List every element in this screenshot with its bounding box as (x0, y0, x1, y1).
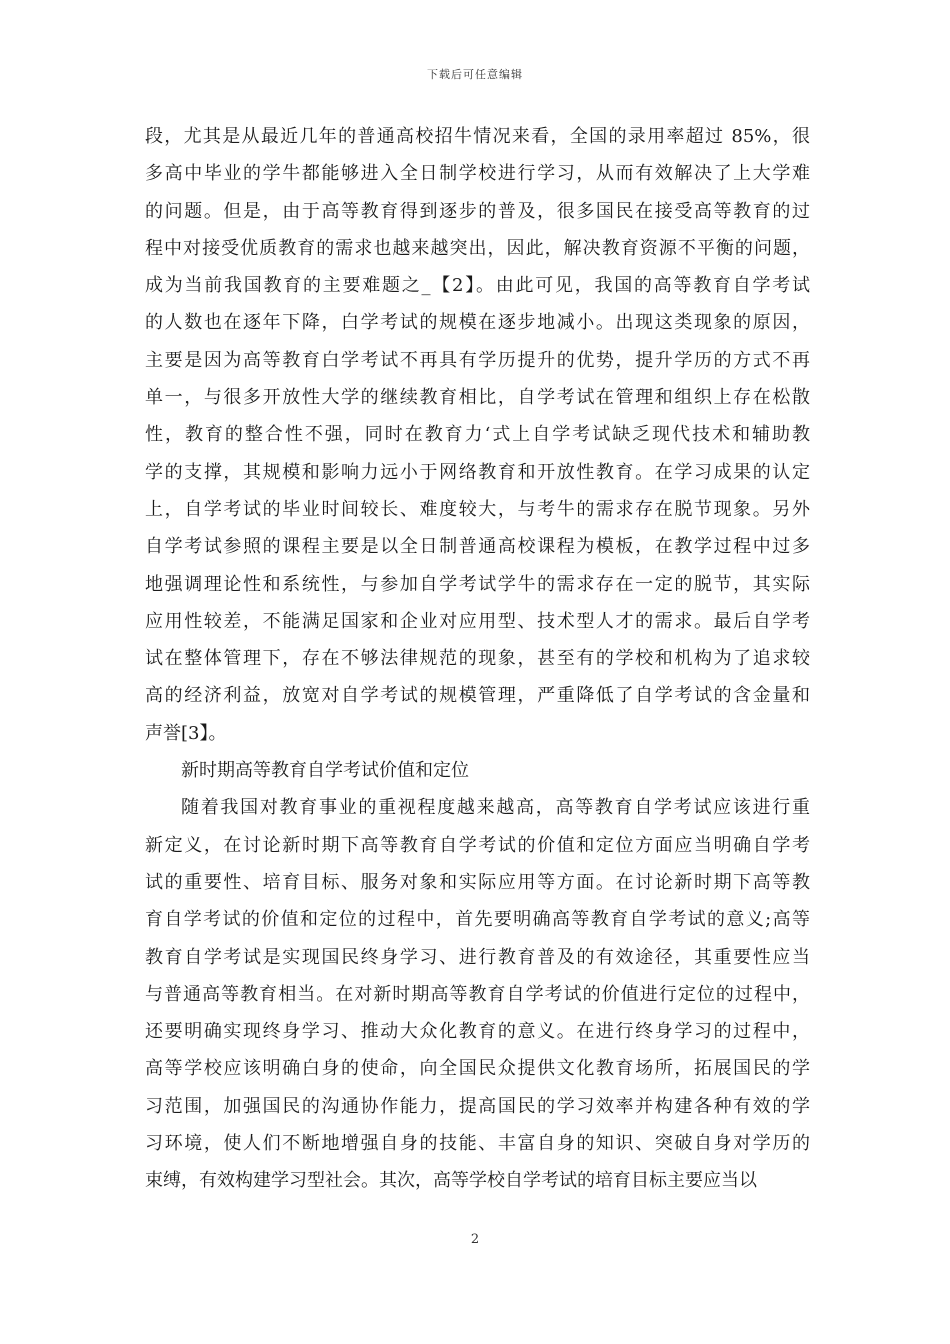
paragraph-2 (145, 789, 810, 1199)
text-line: 成为当前我国教育的主要难题之_【2】。由此可见，我国的高等教育自学考试 (145, 275, 810, 297)
text-line: 的问题。但是，由于高等教育得到逐步的普及，很多国民在接受高等教育的过 (145, 200, 810, 222)
text-line: 主要是因为高等教育白学考试不再具有学历提升的优势，提升学历的方式不再 (145, 349, 810, 371)
text-line: 多高中毕业的学牛都能够进入全日制学校进行学习，从而有效解决了上大学难 (145, 163, 810, 185)
text-line: 随着我国对教育事业的重视程度越来越高，高等教育自学考试应该进行重 (181, 797, 810, 819)
text-line: 新定义，在讨论新时期下高等教育自学考试的价值和定位方面应当明确自学考 (145, 834, 810, 856)
text-line: 单一，与很多开放性大学的继续教育相比，自学考试在管理和组织上存在松散 (145, 387, 810, 409)
text-line: 习范围，加强国民的沟通协作能力，提高国民的学习效率并构建各种有效的学 (145, 1095, 810, 1117)
text-line: 试的重要性、培育目标、服务对象和实际应用等方面。在讨论新时期下高等教 (145, 871, 810, 893)
text-line: 应用性较差，不能满足国家和企业对应用型、技术型人才的需求。最后自学考 (145, 610, 810, 632)
text-line: 试在整体管理下，存在不够法律规范的现象，甚至有的学校和机构为了追求较 (145, 648, 810, 670)
text-line: 上，自学考试的毕业时间较长、难度较大，与考牛的需求存在脱节现象。另外 (145, 498, 810, 520)
text-line: 性，教育的整合性不强，同时在教育力‘式上自学考试缺乏现代技术和辅助教 (145, 424, 810, 446)
text-line: 高的经济利益，放宽对自学考试的规模管理，严重降低了自学考试的含金量和 (145, 685, 810, 707)
page-header: 下载后可任意编辑 (427, 68, 523, 81)
heading-text: 新时期高等教育自学考试价值和定位 (181, 760, 469, 782)
text-line: 程中对接受优质教育的需求也越来越突出，因此，解决教育资源不平衡的问题， (145, 237, 810, 259)
text-line: 的人数也在逐年下降，白学考试的规模在逐步地减小。出现这类现象的原因， (145, 312, 810, 334)
text-line: 学的支撑，其规模和影响力远小于网络教育和开放性教育。在学习成果的认定 (145, 461, 810, 483)
page-number: 2 (470, 1232, 480, 1247)
text-line: 习环境，使人们不断地增强自身的技能、丰富自身的知识、突破自身对学历的 (145, 1133, 810, 1155)
text-line: 自学考试参照的课程主要是以全日制普通高校课程为模板，在教学过程中过多 (145, 536, 810, 558)
text-line: 与普通高等教育相当。在对新时期高等教育自学考试的价值进行定位的过程中， (145, 983, 810, 1005)
document-body (145, 118, 810, 1200)
text-line: 段，尤其是从最近几年的普通高校招牛情况来看，全国的录用率超过 85%，很 (145, 126, 810, 147)
text-line: 束缚，有效构建学习型社会。其次，高等学校自学考试的培育目标主要应当以 (145, 1170, 757, 1192)
text-line: 声誉[3】。 (145, 722, 227, 744)
text-line: 地强调理论性和系统性，与参加自学考试学牛的需求存在一定的脱节，其实际 (145, 573, 810, 595)
text-line: 教育自学考试是实现国民终身学习、进行教育普及的有效途径，其重要性应当 (145, 946, 810, 968)
text-line: 高等学校应该明确白身的使命，向全国民众提供文化教育场所，拓展国民的学 (145, 1058, 810, 1080)
paragraph-1 (145, 118, 810, 752)
section-heading (145, 752, 810, 789)
text-line: 育自学考试的价值和定位的过程中，首先要明确高等教育自学考试的意义;高等 (145, 909, 810, 931)
text-line: 还要明确实现终身学习、推动大众化教育的意义。在进行终身学习的过程中， (145, 1021, 810, 1043)
